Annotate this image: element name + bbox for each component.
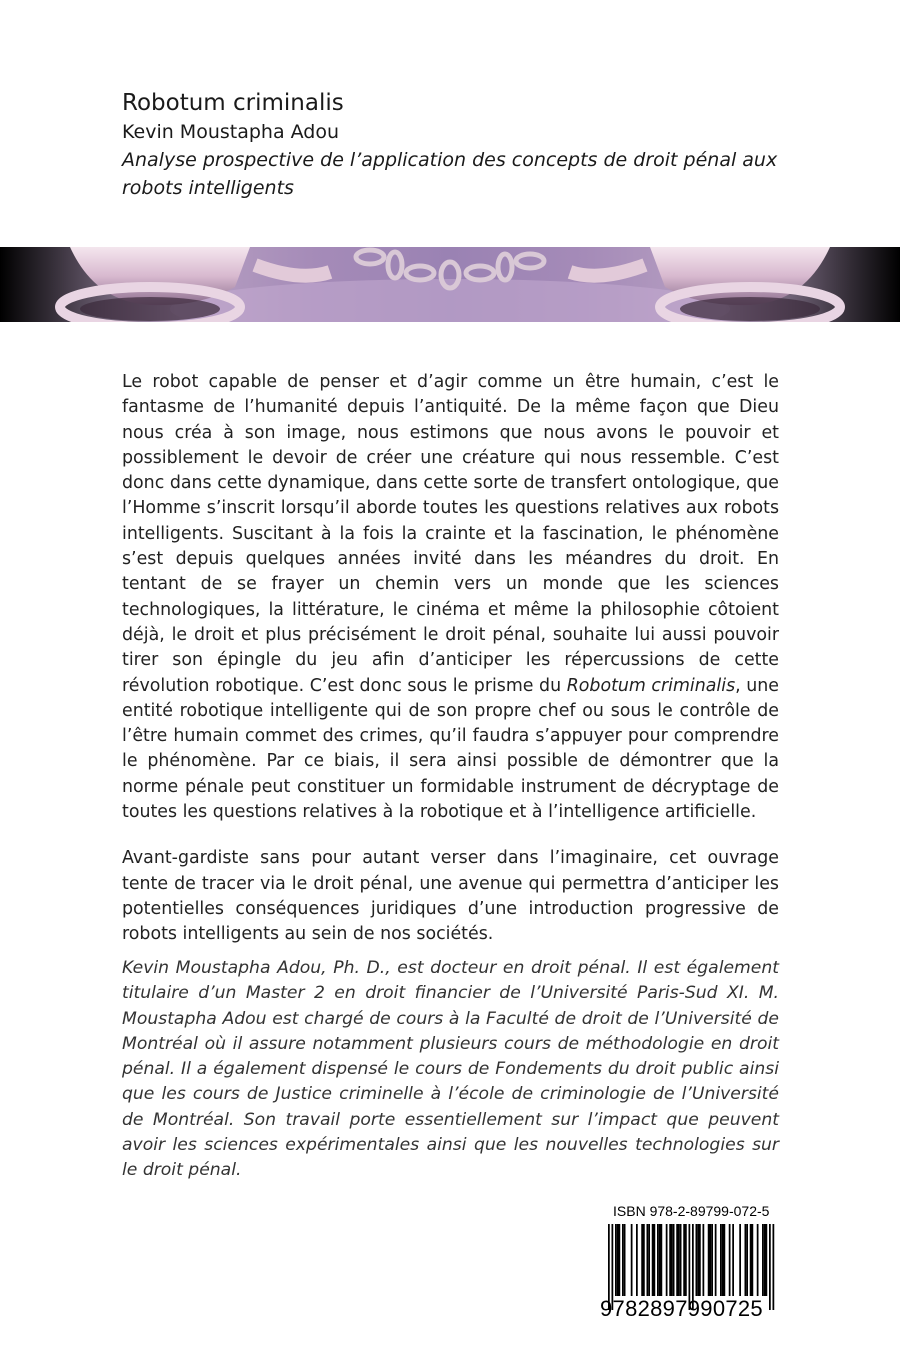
- barcode-bar: [739, 1224, 741, 1296]
- summary-p1-part-a: Le robot capable de penser et d’agir comme un être humain, c’est le fantasme de l’humanité depuis l’antiquité. De la même façon que Dieu nous créa à son image, nous estimons que nous avons le pouvoir et possiblement le devoir de créer une créature qui nous ressemble. C’est donc dans cette dynamique, dans cette sorte de transfert ontologique, que l’Homme s’inscrit lorsqu’il aborde toutes les questions relatives aux robots intelligents. Suscitant à la fois la crainte et la fascination, le phénomène s’est depuis quelques années invité dans les méandres du droit. En tentant de se frayer un chemin vers un monde que les sciences technologiques, la littérature, le cinéma et même la philosophie côtoient déjà, le droit et plus précisément le droit pénal, souhaite lui aussi pouvoir tirer son épingle du jeu afin d’anticiper les répercussions de cette révolution robotique. C’est donc sous le prisme du: [122, 372, 779, 696]
- barcode-bar: [762, 1224, 764, 1296]
- barcode-bar: [764, 1224, 766, 1296]
- author-bio: [122, 956, 779, 1184]
- barcode-bar: [619, 1224, 621, 1296]
- barcode-bar: [752, 1224, 754, 1296]
- barcode-bar: [697, 1224, 699, 1296]
- barcode-bar: [708, 1224, 710, 1296]
- barcode-bar: [703, 1224, 705, 1296]
- barcode-bar: [615, 1224, 617, 1296]
- barcode-bar: [757, 1224, 759, 1296]
- handcuffs-banner: [0, 247, 900, 322]
- barcode-bar: [657, 1224, 659, 1296]
- barcode-bar: [729, 1224, 731, 1296]
- barcode-bar: [769, 1224, 771, 1310]
- barcode-bar: [750, 1224, 752, 1296]
- cover-header: [122, 88, 802, 202]
- barcode-bar: [722, 1224, 724, 1296]
- barcode-bar: [622, 1224, 624, 1296]
- barcode-bar: [773, 1224, 775, 1310]
- barcode-bar: [647, 1224, 649, 1296]
- barcode-bar: [654, 1224, 656, 1296]
- barcode-bar: [680, 1224, 682, 1296]
- barcode-digits: 9782897990725: [600, 1296, 763, 1321]
- barcode-bar: [631, 1224, 633, 1296]
- barcode-bar: [678, 1224, 680, 1296]
- barcode-bar: [676, 1224, 678, 1296]
- barcode-bar: [673, 1224, 675, 1296]
- barcode-bar: [746, 1224, 748, 1296]
- summary-p1-part-b: , une entité robotique intelligente qui de son propre chef ou sous le contrôle de l’être humain commet des crimes, qu’il faudra s’appuyer pour comprendre le phénomène. Par ce biais, il sera ainsi possible de démontrer que la norme pénale peut constituer un formidable instrument de décryptage de toutes les questions relatives à la robotique et à l’intelligence artificielle.: [122, 675, 779, 823]
- barcode-bar: [715, 1224, 717, 1296]
- book-author: Kevin Moustapha Adou: [122, 121, 340, 143]
- handcuffs-image: [0, 247, 900, 322]
- barcode-bar: [669, 1224, 671, 1296]
- barcode-bar: [671, 1224, 673, 1296]
- subtitle-line-1: Analyse prospective de l’application des concepts de droit pénal aux: [122, 149, 778, 171]
- barcode-bar: [724, 1224, 726, 1296]
- barcode-bar: [711, 1224, 713, 1296]
- barcode-bar: [666, 1224, 668, 1296]
- barcode-bar: [661, 1224, 663, 1296]
- barcode-bar: [624, 1224, 626, 1296]
- barcode-bar: [652, 1224, 654, 1296]
- book-subtitle: [122, 146, 802, 202]
- subtitle-line-2: robots intelligents: [122, 177, 294, 199]
- book-title: Robotum criminalis: [122, 90, 344, 116]
- summary-paragraph-1: [122, 370, 779, 825]
- barcode-bar: [745, 1224, 747, 1296]
- back-cover-summary: [122, 370, 779, 969]
- barcode-bar: [699, 1224, 701, 1296]
- barcode-bar: [636, 1224, 638, 1296]
- barcode-bar: [641, 1224, 643, 1296]
- barcode-bar: [720, 1224, 722, 1296]
- barcode-bar: [617, 1224, 619, 1296]
- summary-p1-italic: Robotum criminalis: [566, 675, 736, 696]
- barcode-bar: [648, 1224, 650, 1296]
- barcode-bar: [710, 1224, 712, 1296]
- barcode-bar: [732, 1224, 734, 1296]
- summary-paragraph-2: Avant-gardiste sans pour autant verser dans l’imaginaire, cet ouvrage tente de tracer via le droit pénal, une avenue qui permettra d’anticiper les potentielles conséquences juridiques d’une introduction progressive de robots intelligents au sein de nos sociétés.: [122, 848, 779, 945]
- isbn-label: ISBN 978-2-89799-072-5: [613, 1203, 770, 1219]
- barcode-bar: [685, 1224, 687, 1296]
- barcode-bar: [766, 1224, 768, 1296]
- barcode-bar: [683, 1224, 685, 1296]
- author-bio-text: Kevin Moustapha Adou, Ph. D., est docteur en droit pénal. Il est également titulaire d’un Master 2 en droit financier de l’Université Paris-Sud XI. M. Moustapha Adou est chargé de cours à la Faculté de droit de l’Université de Montréal où il assure notamment plusieurs cours de méthodologie en droit pénal. Il a également dispensé le cours de Fondements du droit public ainsi que les cours de Justice criminelle à l’école de criminologie de l’Université de Montréal. Son travail porte essentiellement sur l’impact que peuvent avoir les sciences expérimentales ainsi que les nouvelles technologies sur le droit pénal.: [122, 958, 779, 1181]
- barcode-bar: [643, 1224, 645, 1296]
- barcode-bar: [659, 1224, 661, 1296]
- barcode-bar: [696, 1224, 698, 1296]
